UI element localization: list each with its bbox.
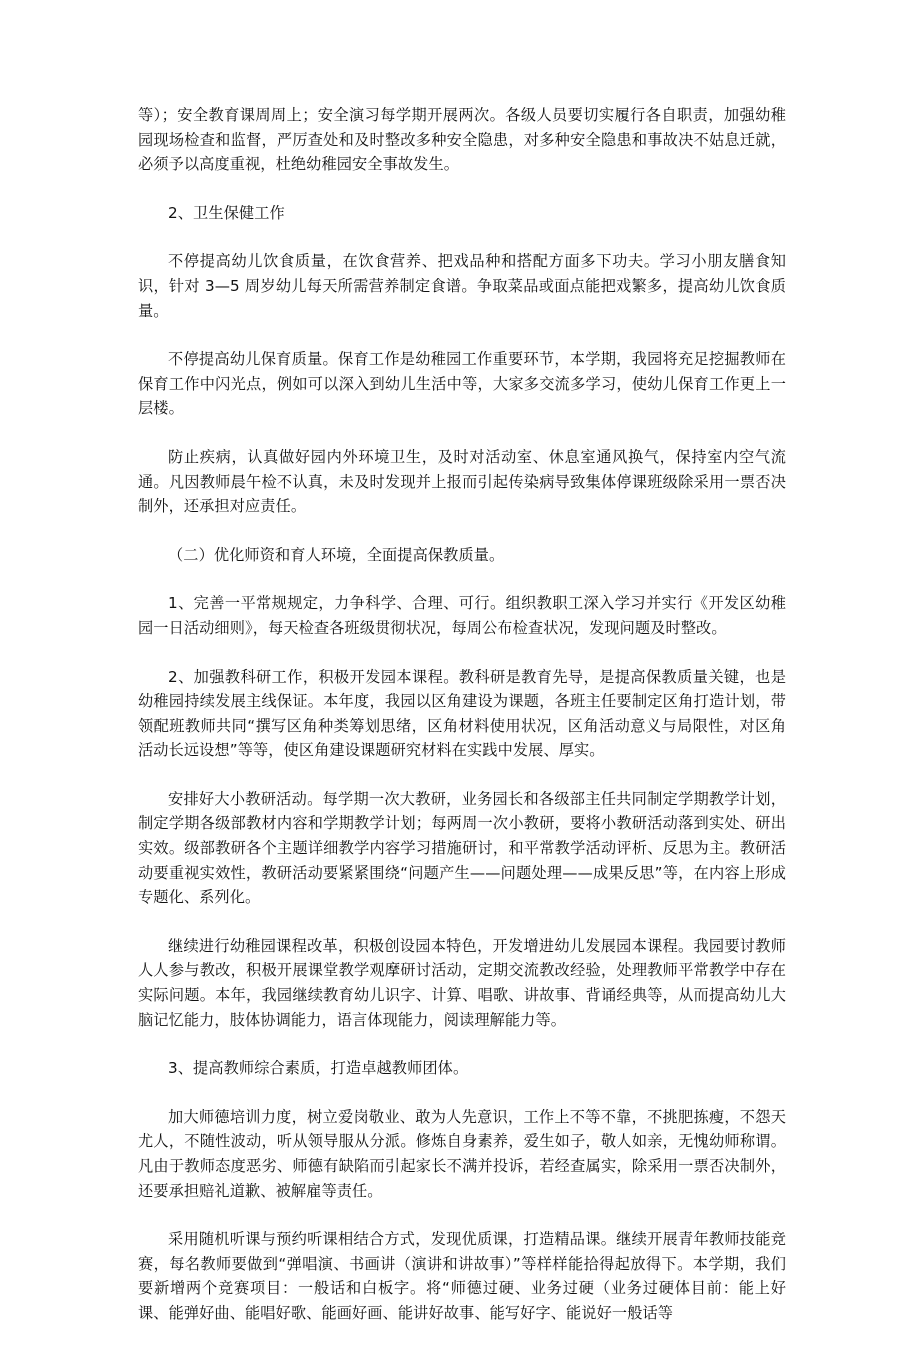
paragraph-lesson-observation: 采用随机听课与预约听课相结合方式，发现优质课，打造精品课。继续开展青年教师技能竞赛，每名教师要做到“弹唱演、书画讲（演讲和讲故事）”等样样能拾得起放得下。本学期，我们要新增两个竞赛项目：一般话和白板字。将“师德过硬、业务过硬（业务过硬体目前：能上好课、能弹好曲、能唱好歌、能画好画、能讲好故事、能写好字、能说好一般话等 bbox=[138, 1230, 786, 1322]
section-heading-health-care: 2、卫生保健工作 bbox=[168, 203, 285, 222]
document-body bbox=[138, 103, 786, 1350]
paragraph-teacher-ethics: 加大师德培训力度，树立爱岗敬业、敢为人先意识，工作上不等不靠，不挑肥拣瘦，不怨天尤人，不随性波动，听从领导服从分派。修炼自身素养，爱生如子，敬人如亲，无愧幼师称谓。凡由于教师态度恶劣、师德有缺陷而引起家长不满并投诉，若经查属实，除采用一票否决制外，还要承担赔礼道歉、被解雇等责任。 bbox=[138, 1107, 786, 1200]
paragraph-nursing-quality: 不停提高幼儿保育质量。保育工作是幼稚园工作重要环节，本学期，我园将充足挖掘教师在保育工作中闪光点，例如可以深入到幼儿生活中等，大家多交流多学习，使幼儿保育工作更上一层楼。 bbox=[138, 350, 786, 418]
section-heading-teaching-environment: （二）优化师资和育人环境，全面提高保教质量。 bbox=[168, 545, 505, 564]
paragraph-curriculum-reform: 继续进行幼稚园课程改革，积极创设园本特色，开发增进幼儿发展园本课程。我园要讨教师人人参与教改，积极开展课堂教学观摩研讨活动，定期交流教改经验，处理教师平常教学中存在实际问题。本年，我园继续教育幼儿识字、计算、唱歌、讲故事、背诵经典等，从而提高幼儿大脑记忆能力，肢体协调能力，语言体现能力，阅读理解能力等。 bbox=[138, 936, 786, 1029]
paragraph-routine-rules: 1、完善一平常规规定，力争科学、合理、可行。组织教职工深入学习并实行《开发区幼稚园一日活动细则》，每天检查各班级贯彻状况，每周公布检查状况，发现问题及时整改。 bbox=[138, 594, 786, 637]
paragraph-safety-continued: 等）；安全教育课周周上；安全演习每学期开展两次。各级人员要切实履行各自职责，加强幼稚园现场检查和监督，严厉查处和及时整改多种安全隐患，对多种安全隐患和事故决不姑息迁就，必须予以高度重视，杜绝幼稚园安全事故发生。 bbox=[138, 106, 786, 174]
section-heading-teacher-quality: 3、提高教师综合素质，打造卓越教师团体。 bbox=[168, 1059, 469, 1078]
paragraph-diet-quality: 不停提高幼儿饮食质量，在饮食营养、把戏品种和搭配方面多下功夫。学习小朋友膳食知识，针对 3—5 周岁幼儿每天所需营养制定食谱。争取菜品或面点能把戏繁多，提高幼儿饮食质量。 bbox=[138, 252, 786, 320]
paragraph-teaching-research-activities: 安排好大小教研活动。每学期一次大教研，业务园长和各级部主任共同制定学期教学计划，制定学期各级部教材内容和学期教学计划；每两周一次小教研，要将小教研活动落到实处、研出实效。级部教研各个主题详细教学内容学习措施研讨，和平常教学活动评析、反思为主。教研活动要重视实效性，教研活动要紧紧围绕“问题产生——问题处理——成果反思”等，在内容上形成专题化、系列化。 bbox=[138, 789, 786, 907]
paragraph-disease-prevention: 防止疾病，认真做好园内外环境卫生，及时对活动室、休息室通风换气，保持室内空气流通。凡因教师晨午检不认真，未及时发现并上报而引起传染病导致集体停课班级除采用一票否决制外，还承担对应责任。 bbox=[138, 447, 786, 516]
paragraph-research-work: 2、加强教科研工作，积极开发园本课程。教科研是教育先导，是提高保教质量关键，也是幼稚园持续发展主线保证。本年度，我园以区角建设为课题，各班主任要制定区角打造计划，带领配班教师共同“撰写区角种类筹划思绪，区角材料使用状况，区角活动意义与局限性，对区角活动长远设想”等等，使区角建设课题研究材料在实践中发展、厚实。 bbox=[138, 667, 786, 760]
